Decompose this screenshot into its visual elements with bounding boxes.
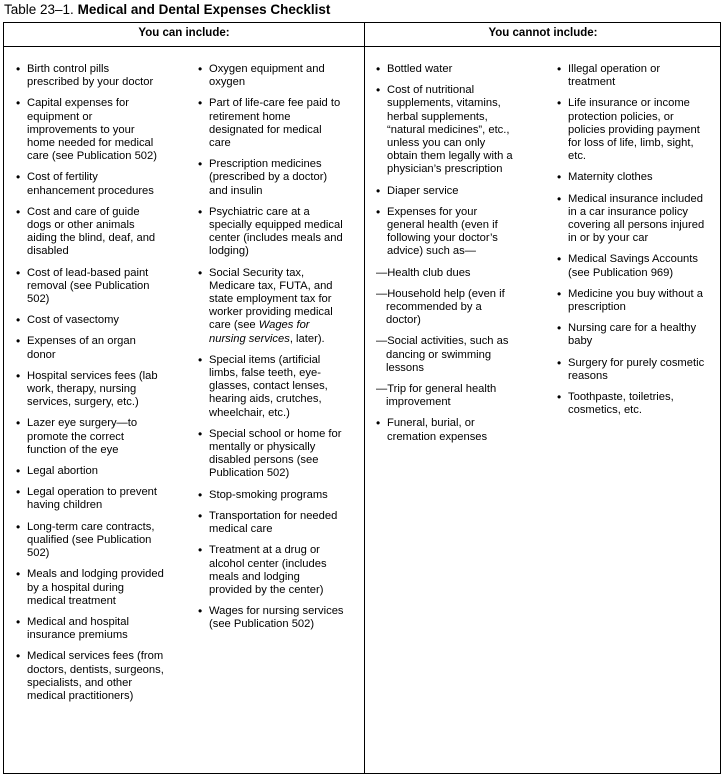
header-divider <box>4 46 720 47</box>
list-item: • Psychiatric care at a specially equipped medical center (includes meals and lodging) <box>198 206 344 259</box>
list-item: • Expenses of an organ donor <box>16 335 164 361</box>
list-item: • Medical Savings Accounts (see Publication 969) <box>557 253 705 279</box>
list-item-social-security <box>198 267 344 346</box>
header-you-cannot-include: You cannot include: <box>488 27 598 39</box>
list-item: • Long-term care contracts, qualified (see Publication 502) <box>16 521 164 561</box>
list-item: • Part of life-care fee paid to retirement home designated for medical care <box>198 97 344 150</box>
list-item: • Birth control pills prescribed by your doctor <box>16 63 164 89</box>
sub-item <box>376 383 516 409</box>
table-title <box>4 2 330 17</box>
list-item: • Hospital services fees (lab work, therapy, nursing services, surgery, etc.) <box>16 370 164 410</box>
list-item: • Medical insurance included in a car insurance policy covering all persons injured in or by your car <box>557 193 705 246</box>
list-item: • Treatment at a drug or alcohol center (includes meals and lodging provided by the center) <box>198 544 344 597</box>
list-item: • Medical and hospital insurance premiums <box>16 616 164 642</box>
sub-item-text: —Social activities, such as dancing or swimming lessons <box>376 335 509 374</box>
list-item: • Cost of vasectomy <box>16 314 164 327</box>
list-item: • Lazer eye surgery—to promote the correct function of the eye <box>16 417 164 457</box>
list-item: • Special school or home for mentally or physically disabled persons (see Publication 502) <box>198 428 344 481</box>
list-item: • Oxygen equipment and oxygen <box>198 63 344 89</box>
sub-item-text: —Trip for general health improvement <box>376 383 497 409</box>
list-item: • Capital expenses for equipment or improvements to your home needed for medical care (see Publication 502) <box>16 97 164 163</box>
header-you-can-include: You can include: <box>138 27 230 39</box>
list-item: • Prescription medicines (prescribed by a doctor) and insulin <box>198 158 344 198</box>
social-security-text: Social Security tax, Medicare tax, FUTA, and state employment tax for worker providing medical care (see <box>209 266 333 332</box>
list-item: • Bottled water <box>376 63 516 76</box>
sub-item <box>376 267 516 280</box>
sub-item-text: —Household help (even if recommended by a doctor) <box>376 287 505 327</box>
list-item: • Funeral, burial, or cremation expenses <box>376 417 516 443</box>
sub-item <box>376 335 516 375</box>
list-item: • Medical services fees (from doctors, dentists, surgeons, specialists, and other medical practitioners) <box>16 650 164 703</box>
list-item: • Stop-smoking programs <box>198 489 344 502</box>
list-item: • Transportation for needed medical care <box>198 510 344 536</box>
list-item: • Illegal operation or treatment <box>557 63 705 89</box>
checklist-table <box>3 22 721 774</box>
list-item: • Cost of fertility enhancement procedures <box>16 171 164 197</box>
list-item: • Cost of nutritional supplements, vitamins, herbal supplements, “natural medicines”, etc., unless you can only obtain them legally with a physician’s prescription <box>376 84 516 176</box>
list-item: • Wages for nursing services (see Publication 502) <box>198 605 344 631</box>
column-divider <box>364 23 365 773</box>
include-list-col1 <box>16 63 164 711</box>
sub-item <box>376 288 516 328</box>
list-item: • Special items (artificial limbs, false teeth, eye-glasses, contact lenses, hearing aids, crutches, wheelchair, etc.) <box>198 354 344 420</box>
list-item: • Toothpaste, toiletries, cosmetics, etc. <box>557 391 705 417</box>
list-item: • Legal abortion <box>16 465 164 478</box>
list-item: • Diaper service <box>376 185 516 198</box>
social-security-tail: , later). <box>289 332 325 345</box>
list-item: • Cost of lead-based paint removal (see Publication 502) <box>16 267 164 307</box>
social-security-italic: Wages for nursing services <box>209 319 310 345</box>
table-number: Table 23–1. <box>4 2 74 17</box>
list-item: • Life insurance or income protection policies, or policies providing payment for loss of life, limb, sight, etc. <box>557 97 705 163</box>
table-name: Medical and Dental Expenses Checklist <box>77 2 331 17</box>
sub-item-text: —Health club dues <box>376 266 471 279</box>
list-item: • Medicine you buy without a prescription <box>557 288 705 314</box>
include-list-col2 <box>198 63 344 640</box>
list-item: • Expenses for your general health (even if following your doctor’s advice) such as— <box>376 206 516 259</box>
list-item: • Legal operation to prevent having children <box>16 486 164 512</box>
list-item: • Nursing care for a healthy baby <box>557 322 705 348</box>
list-item: • Meals and lodging provided by a hospital during medical treatment <box>16 568 164 608</box>
list-item: • Cost and care of guide dogs or other animals aiding the blind, deaf, and disabled <box>16 206 164 259</box>
list-item: • Surgery for purely cosmetic reasons <box>557 357 705 383</box>
list-item: • Maternity clothes <box>557 171 705 184</box>
exclude-list-col1 <box>376 63 516 452</box>
exclude-list-col2 <box>557 63 705 425</box>
